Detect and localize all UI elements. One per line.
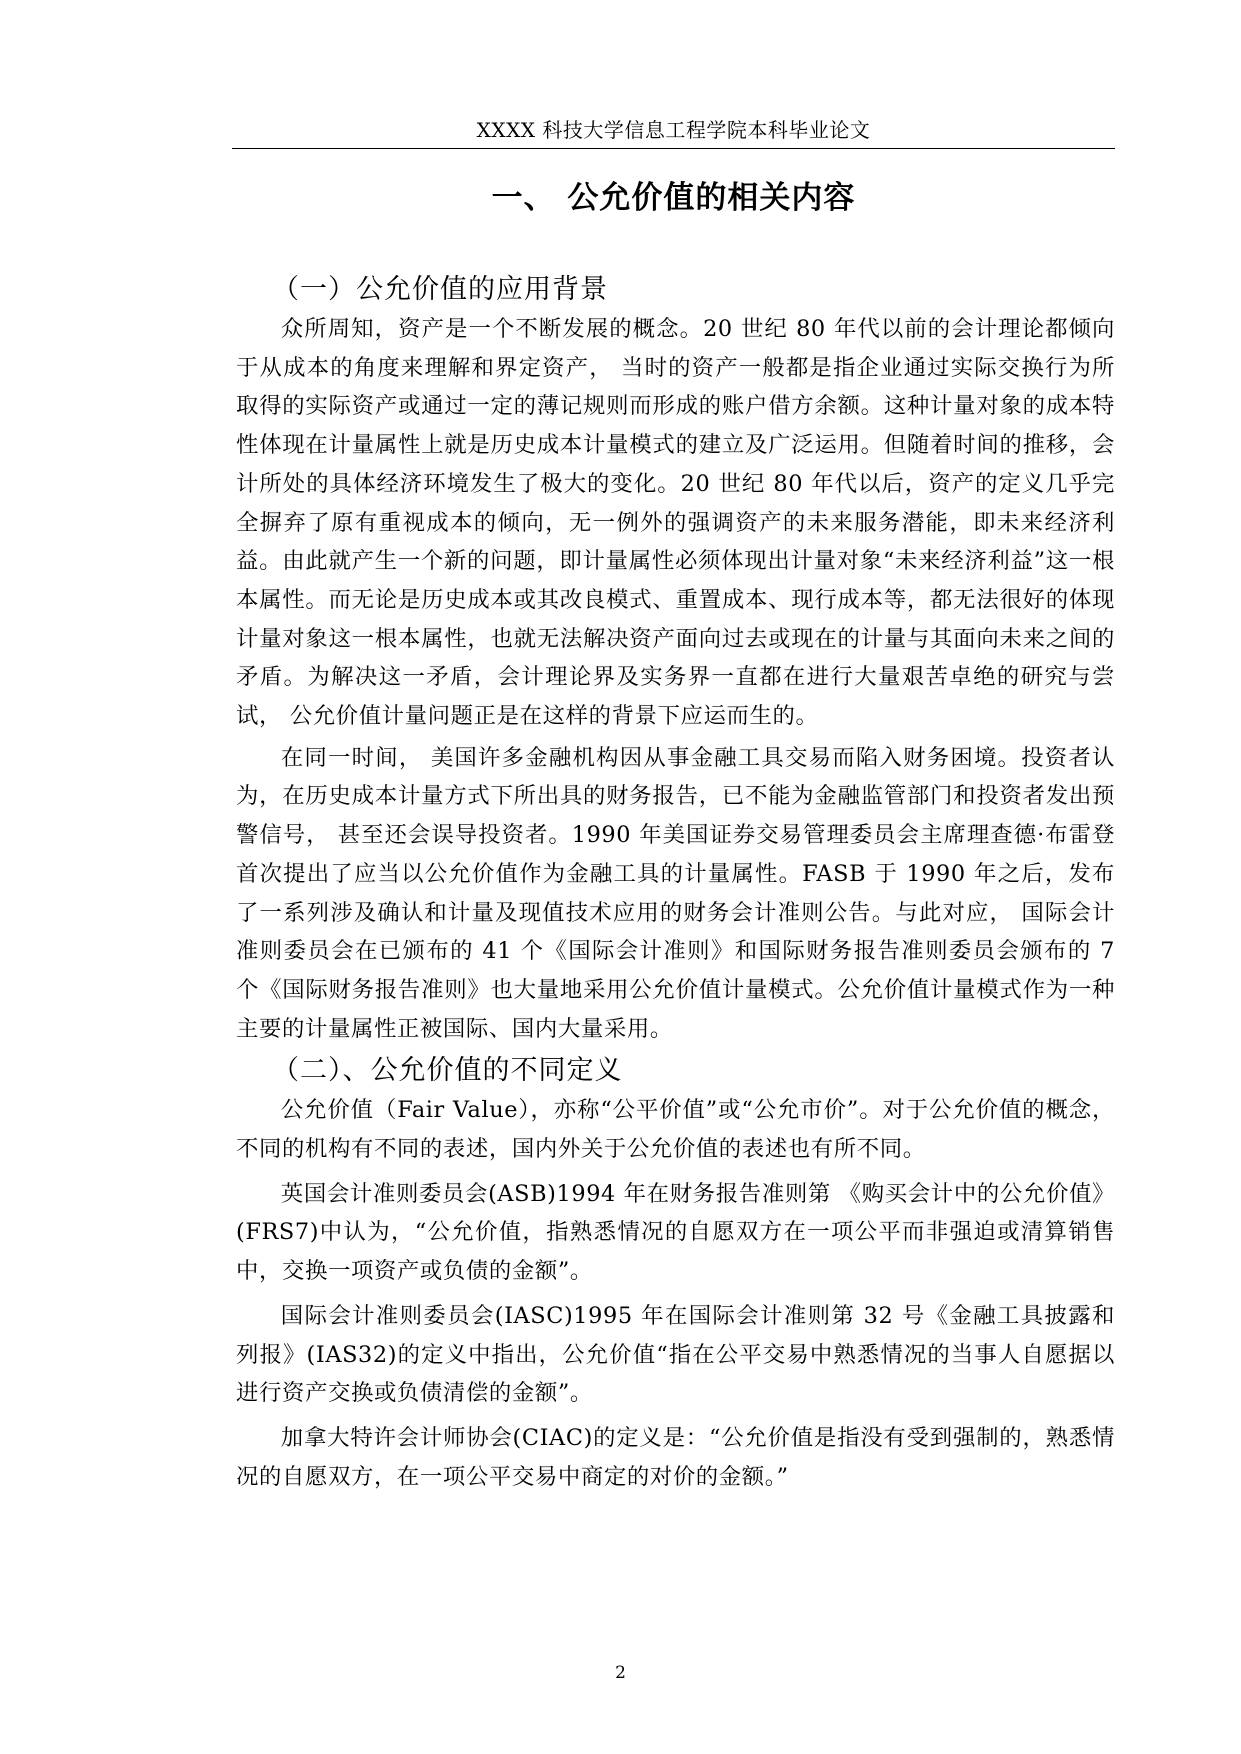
header-rule xyxy=(232,148,1115,149)
body-content xyxy=(236,270,1115,1496)
paragraph: 众所周知，资产是一个不断发展的概念。20 世纪 80 年代以前的会计理论都倾向于从成本的角度来理解和界定资产， 当时的资产一般都是指企业通过实际交换行为所取得的实际资产或通过一定的薄记规则而形成的账户借方余额。这种计量对象的成本特性体现在计量属性上就是历史成本计量模式的建立及广泛运用。但随着时间的推移，会计所处的具体经济环境发生了极大的变化。20 世纪 80 年代以后，资产的定义几乎完全摒弃了原有重视成本的倾向，无一例外的强调资产的未来服务潜能，即未来经济利益。由此就产生一个新的问题，即计量属性必须体现出计量对象“未来经济利益”这一根本属性。而无论是历史成本或其改良模式、重置成本、现行成本等，都无法很好的体现计量对象这一根本属性，也就无法解决资产面向过去或现在的计量与其面向未来之间的矛盾。为解决这一矛盾，会计理论界及实务界一直都在进行大量艰苦卓绝的研究与尝试， 公允价值计量问题正是在这样的背景下应运而生的。 xyxy=(236,316,1115,730)
chapter-title: 一、 公允价值的相关内容 xyxy=(491,180,856,216)
running-header: XXXX 科技大学信息工程学院本科毕业论文 xyxy=(476,118,871,142)
page-number: 2 xyxy=(615,1663,626,1683)
section-heading-background: （一）公允价值的应用背景 xyxy=(272,274,608,305)
paragraph: 在同一时间， 美国许多金融机构因从事金融工具交易而陷入财务困境。投资者认为，在历史成本计量方式下所出具的财务报告，已不能为金融监管部门和投资者发出预警信号， 甚至还会误导投资者。1990 年美国证券交易管理委员会主席理查德·布雷登首次提出了应当以公允价值作为金融工具的计量属性。FASB 于 1990 年之后，发布了一系列涉及确认和计量及现值技术应用的财务会计准则公告。与此对应， 国际会计准则委员会在已颁布的 41 个《国际会计准则》和国际财务报告准则委员会颁布的 7 个《国际财务报告准则》也大量地采用公允价值计量模式。公允价值计量模式作为一种主要的计量属性正被国际、国内大量采用。 xyxy=(236,744,1115,1042)
paragraph: 公允价值（Fair Value），亦称“公平价值”或“公允市价”。对于公允价值的概念， 不同的机构有不同的表述，国内外关于公允价值的表述也有所不同。 xyxy=(236,1097,1115,1163)
section-heading-definitions: （二）、公允价值的不同定义 xyxy=(272,1055,623,1087)
paragraph: 加拿大特许会计师协会(CIAC)的定义是：“公允价值是指没有受到强制的，熟悉情况的自愿双方，在一项公平交易中商定的对价的金额。” xyxy=(236,1424,1115,1490)
paragraph: 英国会计准则委员会(ASB)1994 年在财务报告准则第 《购买会计中的公允价值》(FRS7)中认为，“公允价值，指熟悉情况的自愿双方在一项公平而非强迫或清算销售中，交换一项资产或负债的金额”。 xyxy=(236,1180,1115,1285)
paragraph: 国际会计准则委员会(IASC)1995 年在国际会计准则第 32 号《金融工具披露和列报》(IAS32)的定义中指出，公允价值“指在公平交易中熟悉情况的当事人自愿据以进行资产交换或负债清偿的金额”。 xyxy=(236,1302,1115,1407)
